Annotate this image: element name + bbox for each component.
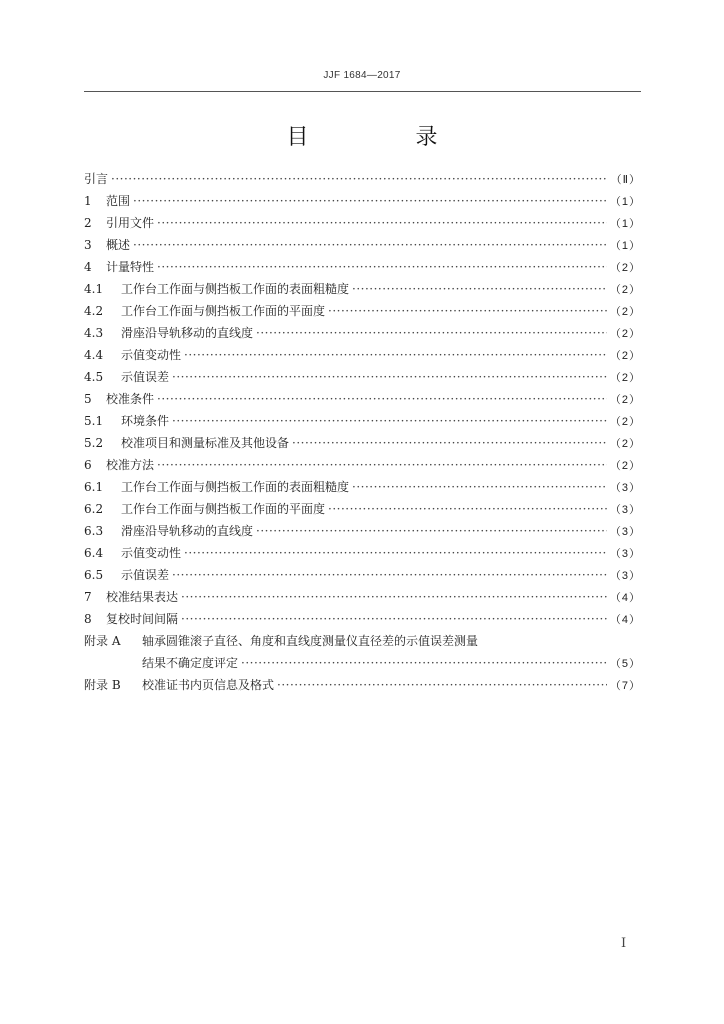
leader-dots — [184, 542, 607, 564]
toc-entry-number: 6.3 — [84, 524, 104, 538]
toc-entry-page: （2） — [609, 262, 641, 274]
toc-entry-number: 6.5 — [84, 568, 104, 582]
toc-entry[interactable] — [84, 608, 641, 630]
toc-entry-number: 1 — [84, 194, 92, 208]
leader-dots — [157, 388, 607, 410]
toc-entry-label: 轴承圆锥滚子直径、角度和直线度测量仪直径差的示值误差测量 — [142, 634, 479, 648]
toc-entry-page: （Ⅱ） — [610, 174, 641, 186]
toc-entry[interactable] — [84, 542, 641, 564]
toc-entry-number: 5.1 — [84, 414, 104, 428]
leader-dots — [256, 520, 607, 542]
toc-entry[interactable] — [84, 168, 641, 190]
toc-entry[interactable] — [84, 454, 641, 476]
leader-dots — [181, 586, 607, 608]
leader-dots — [172, 564, 607, 586]
toc-entry[interactable] — [84, 322, 641, 344]
toc-entry-page: （3） — [609, 482, 641, 494]
toc-entry-number: 8 — [84, 612, 92, 626]
toc-entry-label: 范围 — [106, 194, 131, 208]
toc-entry-page: （2） — [609, 416, 641, 428]
toc-entry-page: （3） — [609, 570, 641, 582]
toc-entry[interactable] — [84, 212, 641, 234]
toc-entry-number: 7 — [84, 590, 92, 604]
toc-entry[interactable] — [84, 366, 641, 388]
toc-entry[interactable] — [84, 278, 641, 300]
leader-dots — [256, 322, 607, 344]
toc-entry-page: （2） — [609, 306, 641, 318]
toc-entry-label: 示值变动性 — [121, 546, 182, 560]
toc-entry-page: （5） — [609, 658, 641, 670]
toc-entry-label: 环境条件 — [121, 414, 170, 428]
toc-entry-number: 5 — [84, 392, 92, 406]
toc-entry-number: 6 — [84, 458, 92, 472]
toc-entry[interactable] — [84, 520, 641, 542]
toc-entry-page: （4） — [609, 592, 641, 604]
toc-entry[interactable] — [84, 410, 641, 432]
toc-entry-label: 滑座沿导轨移动的直线度 — [121, 326, 254, 340]
toc-entry-page: （1） — [609, 240, 641, 252]
leader-dots — [292, 432, 607, 454]
toc-entry-appendix-b[interactable] — [84, 674, 641, 696]
page-title: 目 录 — [286, 125, 488, 150]
toc-entry[interactable] — [84, 432, 641, 454]
leader-dots — [172, 410, 607, 432]
leader-dots — [241, 652, 607, 674]
toc-entry-number: 6.1 — [84, 480, 104, 494]
toc-entry-number: 4.5 — [84, 370, 104, 384]
toc-entry-appendix-a-continued[interactable] — [84, 652, 641, 674]
toc-entry-number: 5.2 — [84, 436, 104, 450]
toc-entry-page: （2） — [609, 460, 641, 472]
toc-entry-page: （2） — [609, 328, 641, 340]
toc-entry-number: 6.2 — [84, 502, 104, 516]
toc-entry-number: 附录 A — [84, 634, 121, 648]
toc-entry-label: 校准方法 — [106, 458, 155, 472]
toc-entry-label: 校准项目和测量标准及其他设备 — [121, 436, 290, 450]
toc-entry[interactable] — [84, 564, 641, 586]
toc-entry[interactable] — [84, 344, 641, 366]
toc-entry[interactable] — [84, 234, 641, 256]
toc-entry-label: 计量特性 — [106, 260, 155, 274]
leader-dots — [172, 366, 607, 388]
leader-dots — [184, 344, 607, 366]
toc-entry[interactable] — [84, 256, 641, 278]
toc-entry-page: （3） — [609, 504, 641, 516]
toc-entry-label: 工作台工作面与侧挡板工作面的平面度 — [121, 502, 326, 516]
toc-entry-page: （1） — [609, 196, 641, 208]
toc-entry[interactable] — [84, 388, 641, 410]
toc-entry-page: （2） — [609, 372, 641, 384]
leader-dots — [352, 278, 607, 300]
toc-entry-page: （2） — [609, 284, 641, 296]
toc-entry-page: （2） — [609, 394, 641, 406]
toc-entry-page: （2） — [609, 438, 641, 450]
leader-dots — [133, 190, 607, 212]
toc-entry[interactable] — [84, 586, 641, 608]
toc-entry-label: 示值误差 — [121, 568, 170, 582]
leader-dots — [157, 256, 607, 278]
toc-entry-label: 校准结果表达 — [106, 590, 179, 604]
leader-dots — [181, 608, 607, 630]
document-code-header: JJF 1684—2017 — [323, 70, 401, 81]
toc-entry-number: 6.4 — [84, 546, 104, 560]
toc-entry-label: 工作台工作面与侧挡板工作面的表面粗糙度 — [121, 480, 350, 494]
toc-entry-page: （7） — [609, 680, 641, 692]
toc-entry-number: 4.2 — [84, 304, 104, 318]
leader-dots — [328, 498, 607, 520]
toc-entry-number: 2 — [84, 216, 92, 230]
toc-entry-label: 滑座沿导轨移动的直线度 — [121, 524, 254, 538]
toc-entry-label: 示值变动性 — [121, 348, 182, 362]
toc-entry-page: （4） — [609, 614, 641, 626]
toc-entry-page: （2） — [609, 350, 641, 362]
toc-entry-number: 引言 — [84, 172, 109, 186]
toc-entry-number: 3 — [84, 238, 92, 252]
toc-entry-label: 工作台工作面与侧挡板工作面的平面度 — [121, 304, 326, 318]
toc-entry-number: 4.3 — [84, 326, 104, 340]
toc-entry-label: 示值误差 — [121, 370, 170, 384]
toc-entry-page: （3） — [609, 548, 641, 560]
toc-entry-label: 概述 — [106, 238, 131, 252]
toc-entry-page: （3） — [609, 526, 641, 538]
toc-entry-number: 4.1 — [84, 282, 104, 296]
toc-entry-number: 4 — [84, 260, 92, 274]
toc-entry-appendix-a[interactable] — [84, 630, 641, 652]
header-rule — [84, 91, 641, 92]
leader-dots — [157, 212, 607, 234]
toc-entry-label: 校准证书内页信息及格式 — [142, 678, 275, 692]
toc-entry[interactable] — [84, 476, 641, 498]
toc-entry-label: 结果不确定度评定 — [142, 656, 239, 670]
toc-entry-label: 校准条件 — [106, 392, 155, 406]
toc-entry-page: （1） — [609, 218, 641, 230]
toc-entry[interactable] — [84, 498, 641, 520]
toc-entry-label: 工作台工作面与侧挡板工作面的表面粗糙度 — [121, 282, 350, 296]
leader-dots — [328, 300, 607, 322]
leader-dots — [157, 454, 607, 476]
table-of-contents — [84, 168, 641, 696]
leader-dots — [133, 234, 607, 256]
leader-dots — [277, 674, 607, 696]
toc-entry-label: 引用文件 — [106, 216, 155, 230]
toc-entry-label: 复校时间间隔 — [106, 612, 179, 626]
toc-entry[interactable] — [84, 300, 641, 322]
toc-entry[interactable] — [84, 190, 641, 212]
page-number: I — [621, 936, 627, 951]
leader-dots — [352, 476, 607, 498]
toc-entry-number: 4.4 — [84, 348, 104, 362]
toc-entry-number: 附录 B — [84, 678, 121, 692]
leader-dots — [111, 168, 608, 190]
